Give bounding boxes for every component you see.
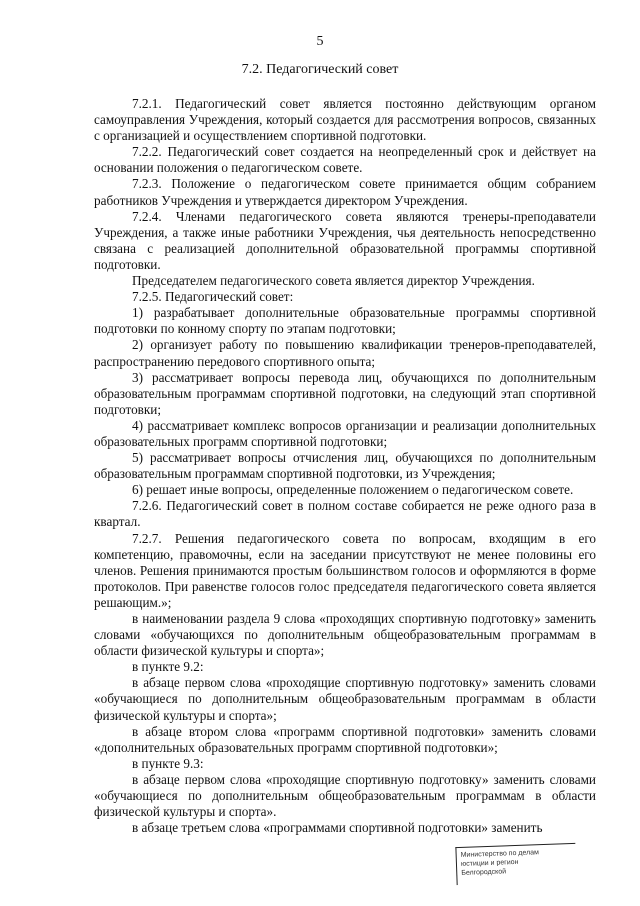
list-item: 6) решает иные вопросы, определенные положением о педагогическом совете.: [132, 482, 574, 498]
section-title: 7.2. Педагогический совет: [241, 62, 399, 77]
list-item: 2) организует работу по повышению квалификации тренеров-преподавателей, распространению передового спортивного опыта;: [94, 337, 596, 369]
paragraph: 7.2.1. Педагогический совет является постоянно действующим органом самоуправления Учреждения, который создается для рассмотрения вопросов, связанных с организацией и осуществлением спортивной подготовки.: [94, 96, 596, 144]
stamp-line: Белгородской: [461, 868, 507, 877]
document-body: [94, 96, 596, 836]
paragraph: 7.2.5. Педагогический совет:: [132, 289, 294, 305]
registration-stamp: [455, 843, 576, 885]
paragraph: в пункте 9.2:: [132, 659, 204, 675]
paragraph: 7.2.2. Педагогический совет создается на неопределенный срок и действует на основании положения о педагогическом совете.: [94, 144, 596, 176]
paragraph: 7.2.7. Решения педагогического совета по вопросам, входящим в его компетенцию, правомочны, если на заседании присутствуют не менее половины его членов. Решения принимаются простым большинством голосов и оформляются в форме протоколов. При равенстве голосов голос председателя педагогического совета является решающим.»;: [94, 530, 596, 610]
list-item: 3) рассматривает вопросы перевода лиц, обучающихся по дополнительным образовательным программам спортивной подготовки, на следующий этап спортивной подготовки;: [94, 369, 596, 417]
page-number: 5: [316, 34, 324, 49]
paragraph: в пункте 9.3:: [132, 755, 204, 771]
paragraph: 7.2.6. Педагогический совет в полном составе собирается не реже одного раза в квартал.: [94, 498, 596, 530]
list-item: 4) рассматривает комплекс вопросов организации и реализации дополнительных образовательных программ спортивной подготовки;: [94, 417, 596, 449]
stamp-line: юстиции и регион: [460, 858, 519, 868]
list-item: 1) разрабатывает дополнительные образовательные программы спортивной подготовки по конному спорту по этапам подготовки;: [94, 305, 596, 337]
paragraph: в наименовании раздела 9 слова «проходящих спортивную подготовку» заменить словами «обучающихся по дополнительным общеобразовательным программам в области физической культуры и спорта»;: [94, 611, 596, 659]
paragraph: в абзаце втором слова «программ спортивной подготовки» заменить словами «дополнительных образовательных программ спортивной подготовки»;: [94, 723, 596, 755]
paragraph: в абзаце первом слова «проходящие спортивную подготовку» заменить словами «обучающиеся по дополнительным общеобразовательным программам в области физической культуры и спорта»;: [94, 675, 596, 723]
stamp-line: Министерство по делам: [460, 849, 540, 859]
paragraph: в абзаце первом слова «проходящие спортивную подготовку» заменить словами «обучающиеся по дополнительным общеобразовательным программам в области физической культуры и спорта».: [94, 771, 596, 820]
paragraph: в абзаце третьем слова «программами спортивной подготовки» заменить: [132, 820, 543, 836]
paragraph: Председателем педагогического совета является директор Учреждения.: [132, 273, 535, 289]
list-item: 5) рассматривает вопросы отчисления лиц, обучающихся по дополнительным образовательным программам спортивной подготовки, из Учреждения;: [94, 450, 596, 482]
paragraph: 7.2.4. Членами педагогического совета являются тренеры-преподаватели Учреждения, а также иные работники Учреждения, чья деятельность непосредственно связана с реализацией дополнительной образовательной программы спортивной подготовки.: [94, 208, 596, 272]
paragraph: 7.2.3. Положение о педагогическом совете принимается общим собранием работников Учреждения и утверждается директором Учреждения.: [94, 176, 596, 208]
